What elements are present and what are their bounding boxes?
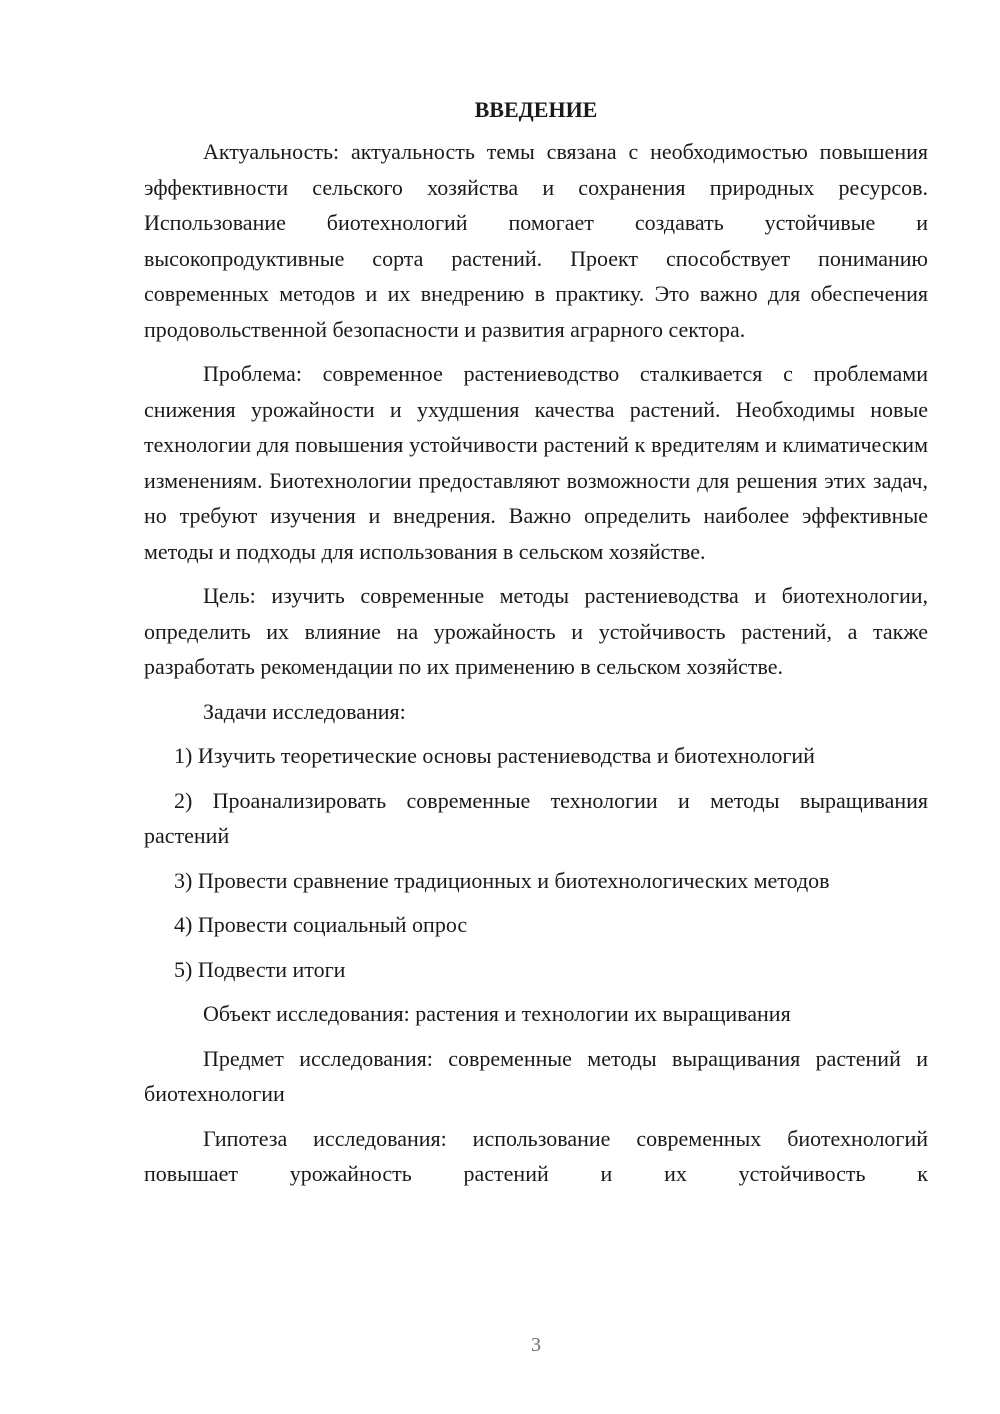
problem-paragraph: Проблема: современное растениеводство сталкивается с проблемами снижения урожайности и ухудшения качества растений. Необходимы новые технологии для повышения устойчивости растений к вредителям и климатическим изменениям. Биотехнологии предоставляют возможности для решения этих задач, но требуют изучения и внедрения. Важно определить наиболее эффективные методы и подходы для использования в сельском хозяйстве. — [144, 361, 928, 564]
task-item-5: 5) Подвести итоги — [174, 956, 346, 982]
task-item-4: 4) Провести социальный опрос — [174, 912, 468, 937]
document-page — [144, 92, 928, 1201]
page-number: 3 — [531, 1334, 541, 1356]
page-title: ВВЕДЕНИЕ — [474, 97, 598, 122]
tasks-title: Задачи исследования: — [203, 698, 406, 724]
subject-paragraph: Предмет исследования: современные методы выращивания растений и биотехнологии — [144, 1045, 928, 1106]
relevance-paragraph: Актуальность: актуальность темы связана с необходимостью повышения эффективности сельского хозяйства и сохранения природных ресурсов. Использование биотехнологий помогает создавать устойчивые и высокопродуктивные сорта растений. Проект способствует пониманию современных методов и их внедрению в практику. Это важно для обеспечения продовольственной безопасности и развития аграрного сектора. — [144, 139, 928, 342]
object-paragraph: Объект исследования: растения и технологии их выращивания — [203, 1001, 791, 1026]
hypothesis-paragraph: Гипотеза исследования: использование современных биотехнологий повышает урожайность растений и их устойчивость к — [144, 1125, 928, 1186]
task-item-1: 1) Изучить теоретические основы растениеводства и биотехнологий — [174, 743, 815, 768]
goal-paragraph: Цель: изучить современные методы растениеводства и биотехнологии, определить их влияние на урожайность и устойчивость растений, а также разработать рекомендации по их применению в сельском хозяйстве. — [144, 583, 928, 679]
task-item-2: 2) Проанализировать современные технологии и методы выращивания растений — [144, 787, 928, 848]
task-item-3: 3) Провести сравнение традиционных и биотехнологических методов — [174, 867, 830, 893]
